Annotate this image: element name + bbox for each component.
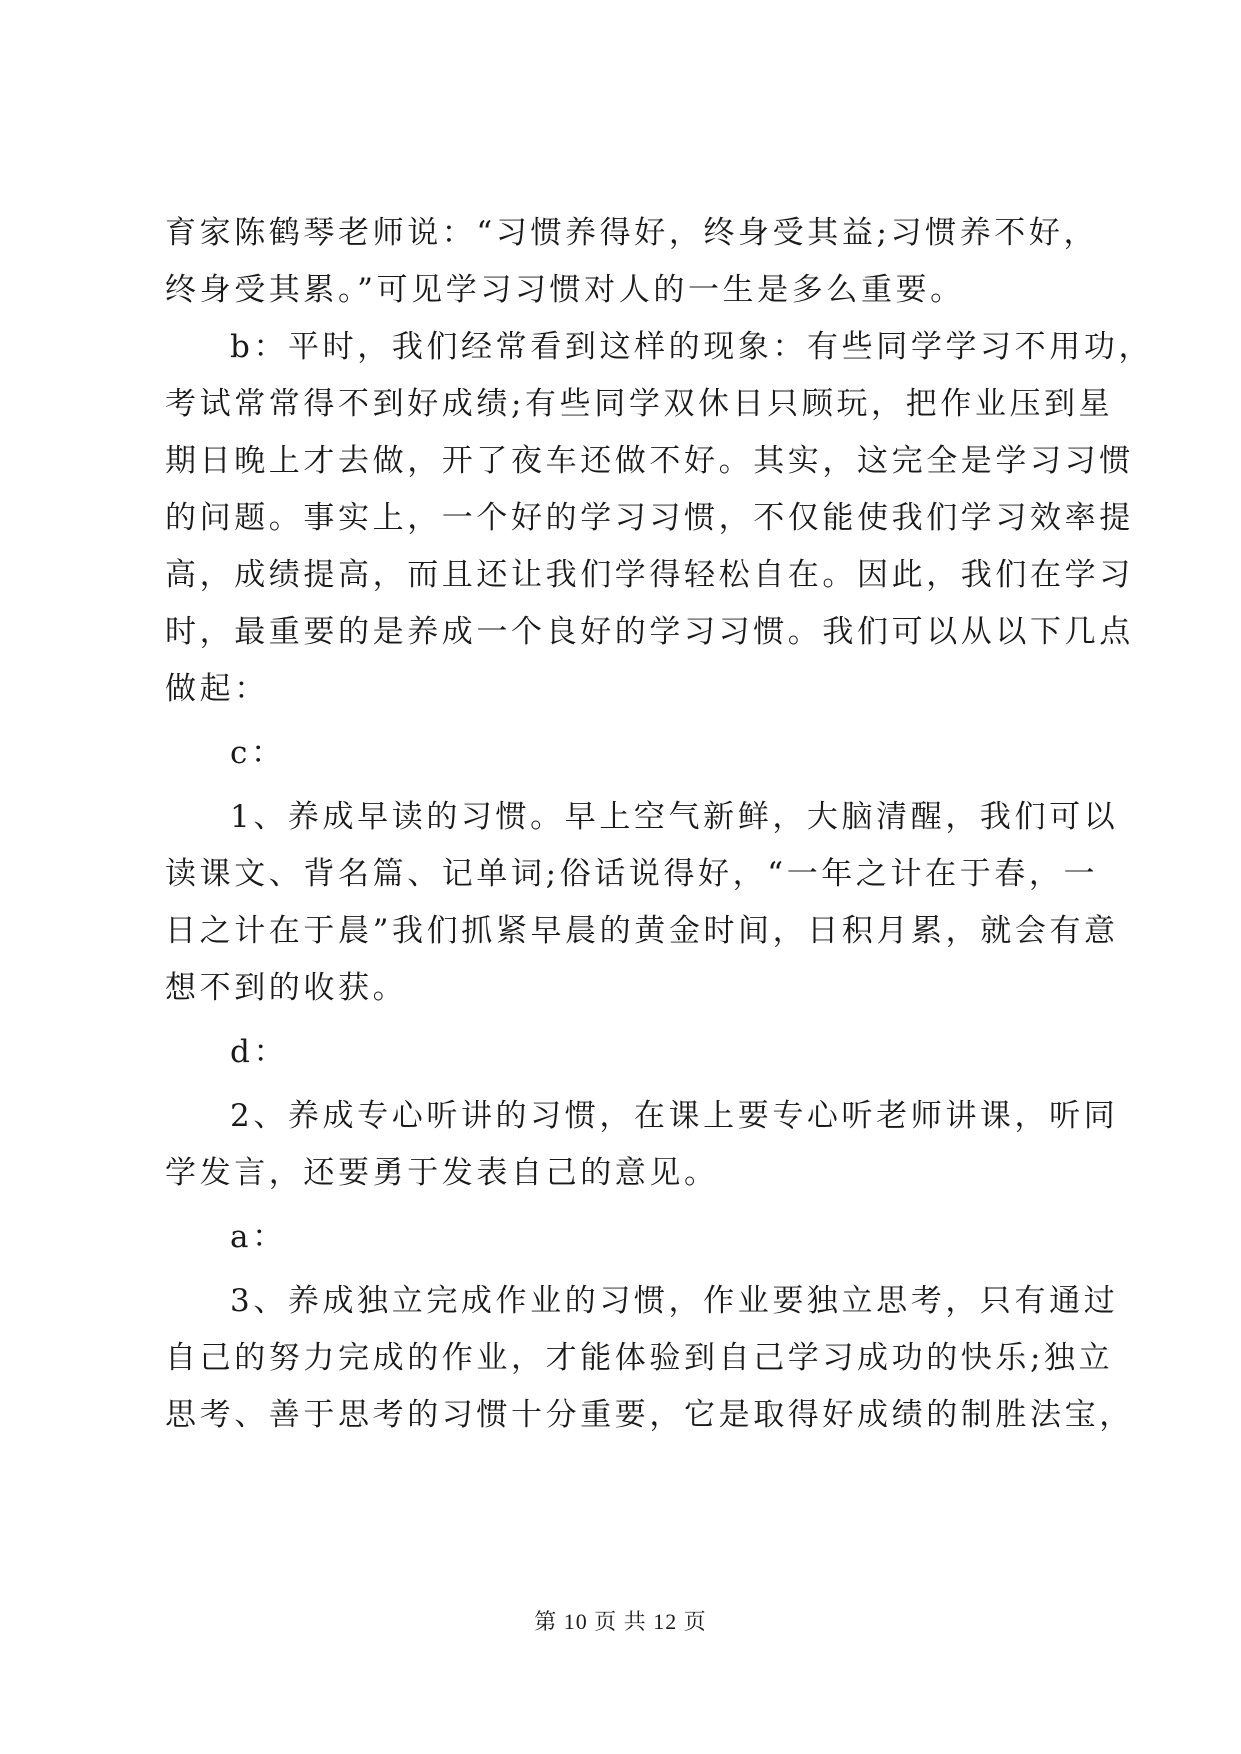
text-line: 读课文、背名篇、记单词;俗话说得好，“一年之计在于春，一 [165, 856, 1099, 892]
text-line: c： [230, 735, 286, 771]
text-line: 日之计在于晨”我们抓紧早晨的黄金时间，日积月累，就会有意 [165, 913, 1119, 949]
text-line: 的问题。事实上，一个好的学习习惯，不仅能使我们学习效率提 [165, 500, 1134, 536]
text-line: 时，最重要的是养成一个良好的学习习惯。我们可以从以下几点 [165, 614, 1134, 650]
text-line: d： [230, 1034, 289, 1070]
text-line: 考试常常得不到好成绩;有些同学双休日只顾玩，把作业压到星 [165, 386, 1114, 422]
text-line: 思考、善于思考的习惯十分重要，它是取得好成绩的制胜法宝， [165, 1397, 1134, 1433]
text-line: 做起： [165, 671, 269, 707]
text-line: 学发言，还要勇于发表自己的意见。 [165, 1155, 719, 1191]
text-line: 3、养成独立完成作业的习惯，作业要独立思考，只有通过 [230, 1283, 1119, 1319]
text-line: 想不到的收获。 [165, 970, 408, 1006]
text-line: 期日晚上才去做，开了夜车还做不好。其实，这完全是学习习惯 [165, 443, 1134, 479]
text-line: 2、养成专心听讲的习惯，在课上要专心听老师讲课，听同 [230, 1098, 1119, 1134]
text-line: a： [230, 1219, 287, 1255]
text-line: 高，成绩提高，而且还让我们学得轻松自在。因此，我们在学习 [165, 557, 1134, 593]
text-line: b：平时，我们经常看到这样的现象：有些同学学习不用功， [230, 329, 1154, 365]
page-footer: 第 10 页 共 12 页 [534, 1609, 707, 1634]
text-line: 终身受其累。”可见学习习惯对人的一生是多么重要。 [165, 272, 965, 308]
text-line: 育家陈鹤琴老师说：“习惯养得好，终身受其益;习惯养不好， [165, 215, 1099, 251]
text-line: 1、养成早读的习惯。早上空气新鲜，大脑清醒，我们可以 [230, 799, 1119, 835]
text-line: 自己的努力完成的作业，才能体验到自己学习成功的快乐;独立 [165, 1340, 1114, 1376]
